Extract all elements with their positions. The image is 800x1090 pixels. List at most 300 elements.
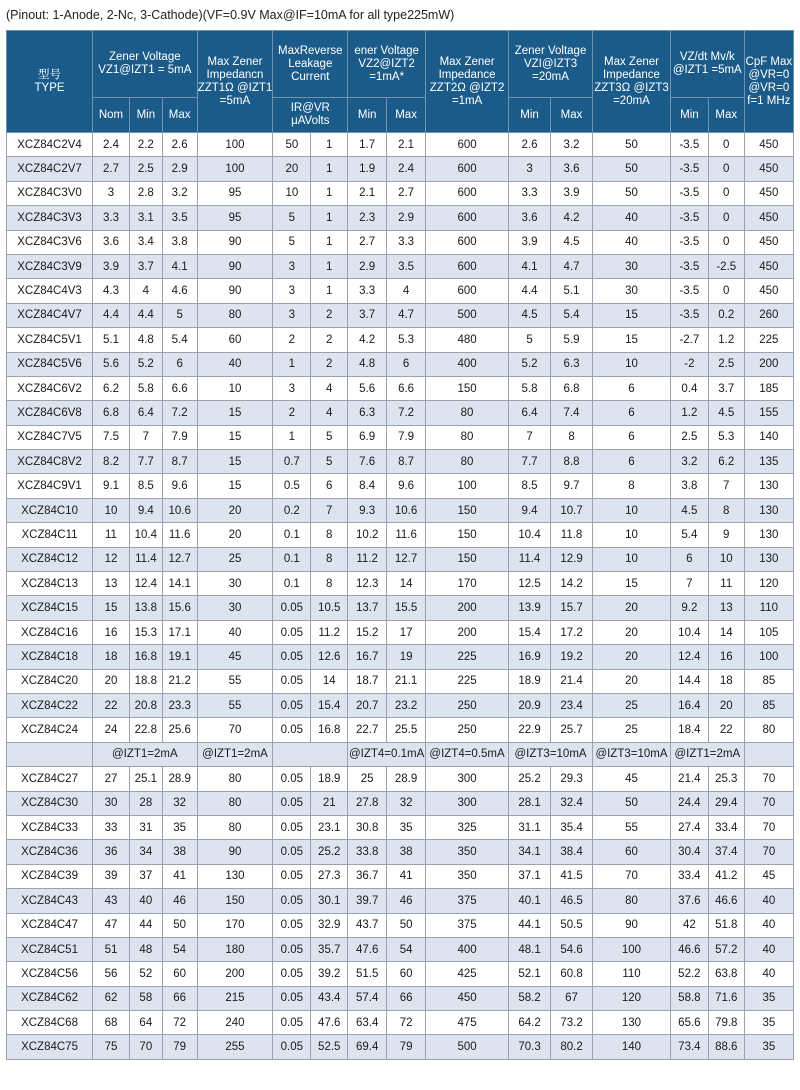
value-cell: 20 (93, 669, 130, 693)
value-cell: 30 (197, 596, 273, 620)
value-cell: 79.8 (708, 1011, 744, 1035)
value-cell: -3.5 (670, 254, 708, 278)
value-cell: 1.2 (708, 328, 744, 352)
type-cell: XCZ84C3V3 (7, 206, 93, 230)
value-cell: 21 (311, 791, 348, 815)
value-cell: 51.8 (708, 913, 744, 937)
value-cell: 30.4 (670, 840, 708, 864)
value-cell: 23.3 (162, 693, 197, 717)
value-cell: 32 (387, 791, 426, 815)
value-cell: 0 (708, 206, 744, 230)
value-cell: 46.6 (708, 889, 744, 913)
value-cell: 10 (93, 498, 130, 522)
value-cell: 8.7 (162, 450, 197, 474)
value-cell: 22.8 (129, 718, 162, 742)
value-cell: 9.2 (670, 596, 708, 620)
type-cell: XCZ84C24 (7, 718, 93, 742)
value-cell: 90 (593, 913, 671, 937)
value-cell: 9.6 (162, 474, 197, 498)
value-cell: 10 (593, 523, 671, 547)
value-cell: 0 (708, 181, 744, 205)
value-cell: 21.2 (162, 669, 197, 693)
value-cell: 18.9 (509, 669, 551, 693)
condition-cell: @IZT3=10mA (593, 742, 671, 766)
value-cell: 2.5 (670, 425, 708, 449)
value-cell: 1 (273, 352, 311, 376)
value-cell: 31.1 (509, 815, 551, 839)
value-cell: 2 (273, 328, 311, 352)
value-cell: 10.5 (311, 596, 348, 620)
type-cell: XCZ84C18 (7, 645, 93, 669)
value-cell: 120 (744, 572, 793, 596)
value-cell: 50 (593, 133, 671, 157)
value-cell: 30 (593, 279, 671, 303)
value-cell: 20.7 (348, 693, 387, 717)
value-cell: 60 (387, 962, 426, 986)
header-vz3: Zener Voltage VZI@IZT3 =20mA (509, 31, 593, 98)
value-cell: 5.3 (708, 425, 744, 449)
type-cell: XCZ84C4V7 (7, 303, 93, 327)
value-cell: 8 (593, 474, 671, 498)
value-cell: 200 (744, 352, 793, 376)
table-row (7, 401, 794, 425)
value-cell: 12.6 (311, 645, 348, 669)
value-cell: 11 (93, 523, 130, 547)
value-cell: 3.3 (509, 181, 551, 205)
value-cell: 9.1 (93, 474, 130, 498)
header-vz2-min: Min (348, 98, 387, 133)
value-cell: 7.7 (129, 450, 162, 474)
value-cell: 6.6 (387, 376, 426, 400)
value-cell: 450 (744, 157, 793, 181)
value-cell: -2.7 (670, 328, 708, 352)
value-cell: 56 (93, 962, 130, 986)
value-cell: 23.4 (551, 693, 593, 717)
value-cell: 60 (197, 328, 273, 352)
value-cell: 3.9 (93, 254, 130, 278)
value-cell: 200 (426, 620, 509, 644)
value-cell: 2.2 (129, 133, 162, 157)
table-row (7, 889, 794, 913)
value-cell: 22.7 (348, 718, 387, 742)
value-cell: 600 (426, 206, 509, 230)
value-cell: 15.4 (509, 620, 551, 644)
table-row (7, 718, 794, 742)
value-cell: 400 (426, 937, 509, 961)
value-cell: 37 (129, 864, 162, 888)
type-cell: XCZ84C75 (7, 1035, 93, 1059)
value-cell: 0.2 (273, 498, 311, 522)
value-cell: -3.5 (670, 206, 708, 230)
value-cell: 50 (387, 913, 426, 937)
table-row (7, 937, 794, 961)
value-cell: 6.3 (348, 401, 387, 425)
value-cell: 7.7 (509, 450, 551, 474)
value-cell: -3.5 (670, 181, 708, 205)
value-cell: 18 (708, 669, 744, 693)
value-cell: 4.4 (93, 303, 130, 327)
value-cell: 3.3 (387, 230, 426, 254)
value-cell: 0.4 (670, 376, 708, 400)
value-cell: 20 (593, 596, 671, 620)
value-cell: 66 (387, 986, 426, 1010)
value-cell: 70 (197, 718, 273, 742)
value-cell: 15.5 (387, 596, 426, 620)
value-cell: 8.4 (348, 474, 387, 498)
value-cell: 30 (197, 572, 273, 596)
value-cell: 4.3 (93, 279, 130, 303)
value-cell: 215 (197, 986, 273, 1010)
type-cell: XCZ84C3V9 (7, 254, 93, 278)
value-cell: 50 (162, 913, 197, 937)
value-cell: 50.5 (551, 913, 593, 937)
value-cell: 25.6 (162, 718, 197, 742)
value-cell: 35 (744, 986, 793, 1010)
type-cell: XCZ84C2V4 (7, 133, 93, 157)
value-cell: 1 (273, 425, 311, 449)
value-cell: 10 (593, 547, 671, 571)
value-cell: 70 (129, 1035, 162, 1059)
value-cell: 46.6 (670, 937, 708, 961)
value-cell: 8.8 (551, 450, 593, 474)
value-cell: 100 (593, 937, 671, 961)
value-cell: 51 (93, 937, 130, 961)
header-vz1-max: Max (162, 98, 197, 133)
value-cell: 21.4 (551, 669, 593, 693)
value-cell: 0.05 (273, 840, 311, 864)
value-cell: 38 (387, 840, 426, 864)
value-cell: 4.7 (387, 303, 426, 327)
table-row (7, 913, 794, 937)
value-cell: 180 (197, 937, 273, 961)
value-cell: 38.4 (551, 840, 593, 864)
value-cell: 90 (197, 840, 273, 864)
value-cell: 40.1 (509, 889, 551, 913)
value-cell: 0.05 (273, 791, 311, 815)
header-type: 型号 TYPE (7, 31, 93, 133)
header-vz1: Zener Voltage VZ1@IZT1 = 5mA (93, 31, 198, 98)
table-row (7, 596, 794, 620)
value-cell: 0.05 (273, 962, 311, 986)
type-cell: XCZ84C22 (7, 693, 93, 717)
value-cell: 1 (311, 157, 348, 181)
value-cell: 350 (426, 840, 509, 864)
value-cell: 65.6 (670, 1011, 708, 1035)
value-cell: 57.4 (348, 986, 387, 1010)
value-cell: 35 (387, 815, 426, 839)
value-cell: 3 (273, 279, 311, 303)
value-cell: 3.7 (708, 376, 744, 400)
value-cell: 300 (426, 767, 509, 791)
value-cell: 3 (93, 181, 130, 205)
value-cell: 5.4 (162, 328, 197, 352)
value-cell: 5 (311, 450, 348, 474)
value-cell: 13.7 (348, 596, 387, 620)
value-cell: 16 (93, 620, 130, 644)
value-cell: 54 (162, 937, 197, 961)
value-cell: 37.4 (708, 840, 744, 864)
value-cell: 1 (311, 279, 348, 303)
value-cell: 3.2 (162, 181, 197, 205)
value-cell: 4.8 (129, 328, 162, 352)
value-cell: 3.1 (129, 206, 162, 230)
type-cell: XCZ84C16 (7, 620, 93, 644)
value-cell: 19.2 (551, 645, 593, 669)
value-cell: 95 (197, 206, 273, 230)
table-row (7, 133, 794, 157)
value-cell: 170 (426, 572, 509, 596)
value-cell: 6.8 (551, 376, 593, 400)
value-cell: 4 (311, 401, 348, 425)
value-cell: 48.1 (509, 937, 551, 961)
value-cell: 150 (426, 498, 509, 522)
value-cell: 105 (744, 620, 793, 644)
value-cell: 0.5 (273, 474, 311, 498)
value-cell: 4.4 (509, 279, 551, 303)
type-cell: XCZ84C3V6 (7, 230, 93, 254)
value-cell: 46 (387, 889, 426, 913)
value-cell: 20 (273, 157, 311, 181)
value-cell: 95 (197, 181, 273, 205)
value-cell: 300 (426, 791, 509, 815)
value-cell: 19.1 (162, 645, 197, 669)
value-cell: 0.1 (273, 572, 311, 596)
value-cell: 225 (426, 669, 509, 693)
value-cell: 4.5 (670, 498, 708, 522)
table-row (7, 669, 794, 693)
value-cell: -3.5 (670, 133, 708, 157)
value-cell: 90 (197, 254, 273, 278)
value-cell: 260 (744, 303, 793, 327)
value-cell: 170 (197, 913, 273, 937)
value-cell: 3 (509, 157, 551, 181)
value-cell: 10 (593, 352, 671, 376)
type-cell: XCZ84C56 (7, 962, 93, 986)
value-cell: 3.2 (670, 450, 708, 474)
value-cell: 14 (708, 620, 744, 644)
header-vz2-max: Max (387, 98, 426, 133)
value-cell: 7.2 (162, 401, 197, 425)
value-cell: 6.9 (348, 425, 387, 449)
value-cell: 8 (311, 547, 348, 571)
value-cell: 10 (593, 498, 671, 522)
value-cell: 6 (593, 376, 671, 400)
value-cell: 1 (311, 230, 348, 254)
table-row (7, 230, 794, 254)
value-cell: 47 (93, 913, 130, 937)
value-cell: 22 (708, 718, 744, 742)
type-cell: XCZ84C12 (7, 547, 93, 571)
value-cell: 80 (593, 889, 671, 913)
value-cell: 33.8 (348, 840, 387, 864)
value-cell: 1 (311, 206, 348, 230)
table-row (7, 815, 794, 839)
value-cell: 28 (129, 791, 162, 815)
value-cell: 2.1 (387, 133, 426, 157)
value-cell: 5 (311, 425, 348, 449)
value-cell: 15 (197, 401, 273, 425)
value-cell: 7 (311, 498, 348, 522)
value-cell: 16 (708, 645, 744, 669)
value-cell: 2.5 (708, 352, 744, 376)
value-cell: 70.3 (509, 1035, 551, 1059)
value-cell: 130 (197, 864, 273, 888)
table-row (7, 572, 794, 596)
value-cell: 18.8 (129, 669, 162, 693)
value-cell: 7 (708, 474, 744, 498)
value-cell: 600 (426, 133, 509, 157)
value-cell: 66 (162, 986, 197, 1010)
value-cell: 0 (708, 157, 744, 181)
value-cell: 80 (426, 425, 509, 449)
value-cell: 39.2 (311, 962, 348, 986)
value-cell: 140 (593, 1035, 671, 1059)
value-cell: 13.9 (509, 596, 551, 620)
value-cell: 18.9 (311, 767, 348, 791)
table-row (7, 206, 794, 230)
value-cell: 480 (426, 328, 509, 352)
type-cell: XCZ84C47 (7, 913, 93, 937)
value-cell: 4.6 (162, 279, 197, 303)
type-cell: XCZ84C20 (7, 669, 93, 693)
type-cell: XCZ84C8V2 (7, 450, 93, 474)
value-cell: 42 (670, 913, 708, 937)
value-cell: 54.6 (551, 937, 593, 961)
value-cell: 19 (387, 645, 426, 669)
value-cell: 2.6 (162, 133, 197, 157)
value-cell: 2 (311, 328, 348, 352)
header-tc-min: Min (670, 98, 708, 133)
value-cell: 0.05 (273, 767, 311, 791)
type-cell: XCZ84C5V1 (7, 328, 93, 352)
value-cell: 10.6 (387, 498, 426, 522)
value-cell: 5.8 (129, 376, 162, 400)
value-cell: 7 (129, 425, 162, 449)
value-cell: 55 (197, 669, 273, 693)
value-cell: 8 (708, 498, 744, 522)
value-cell: 25.3 (708, 767, 744, 791)
type-cell: XCZ84C7V5 (7, 425, 93, 449)
value-cell: 3.8 (670, 474, 708, 498)
value-cell: 3.6 (509, 206, 551, 230)
value-cell: 6.6 (162, 376, 197, 400)
value-cell: 0.1 (273, 547, 311, 571)
value-cell: 54 (387, 937, 426, 961)
header-ir-vr: IR@VR μAVolts (273, 98, 348, 133)
value-cell: 12.7 (162, 547, 197, 571)
table-row (7, 303, 794, 327)
value-cell: 57.2 (708, 937, 744, 961)
value-cell: 10.7 (551, 498, 593, 522)
value-cell: 22 (93, 693, 130, 717)
value-cell: 12.9 (551, 547, 593, 571)
value-cell: 600 (426, 254, 509, 278)
value-cell: 5.9 (551, 328, 593, 352)
value-cell: 27.8 (348, 791, 387, 815)
value-cell: 2.9 (348, 254, 387, 278)
value-cell: 4.4 (129, 303, 162, 327)
type-cell: XCZ84C10 (7, 498, 93, 522)
header-zzt3: Max Zener Impedance ZZT3Ω @IZT3 =20mA (593, 31, 671, 133)
value-cell: 450 (744, 254, 793, 278)
type-cell: XCZ84C6V8 (7, 401, 93, 425)
value-cell: 4 (129, 279, 162, 303)
value-cell: 20 (197, 498, 273, 522)
value-cell: 14 (311, 669, 348, 693)
value-cell: 2.8 (129, 181, 162, 205)
value-cell: 6.2 (93, 376, 130, 400)
header-vz3-min: Min (509, 98, 551, 133)
value-cell: 60.8 (551, 962, 593, 986)
value-cell: 13 (93, 572, 130, 596)
value-cell: 7 (509, 425, 551, 449)
value-cell: 7 (670, 572, 708, 596)
value-cell: 1.9 (348, 157, 387, 181)
value-cell: 30 (93, 791, 130, 815)
value-cell: 80 (197, 303, 273, 327)
value-cell: 72 (387, 1011, 426, 1035)
value-cell: 5.8 (509, 376, 551, 400)
value-cell: 11.2 (348, 547, 387, 571)
value-cell: 11.4 (129, 547, 162, 571)
value-cell: 16.8 (311, 718, 348, 742)
value-cell: 350 (426, 864, 509, 888)
value-cell: 3.2 (551, 133, 593, 157)
value-cell: 37.6 (670, 889, 708, 913)
value-cell: 11.8 (551, 523, 593, 547)
value-cell: 63.8 (708, 962, 744, 986)
value-cell: 36 (93, 840, 130, 864)
value-cell: -3.5 (670, 230, 708, 254)
table-row (7, 523, 794, 547)
value-cell: 5 (273, 230, 311, 254)
value-cell: 60 (162, 962, 197, 986)
value-cell: 6 (593, 401, 671, 425)
value-cell: 50 (273, 133, 311, 157)
value-cell: 40 (744, 889, 793, 913)
value-cell: 38 (162, 840, 197, 864)
value-cell: 0.05 (273, 669, 311, 693)
value-cell: 0.05 (273, 1035, 311, 1059)
value-cell: 425 (426, 962, 509, 986)
value-cell: 20.8 (129, 693, 162, 717)
value-cell: 7.2 (387, 401, 426, 425)
type-cell: XCZ84C11 (7, 523, 93, 547)
value-cell: 500 (426, 303, 509, 327)
value-cell: 32.9 (311, 913, 348, 937)
value-cell: 150 (426, 376, 509, 400)
value-cell: 155 (744, 401, 793, 425)
value-cell: 25 (593, 693, 671, 717)
value-cell: 70 (744, 815, 793, 839)
condition-cell (273, 742, 348, 766)
value-cell: 3.6 (551, 157, 593, 181)
value-cell: 90 (197, 230, 273, 254)
value-cell: 7.6 (348, 450, 387, 474)
value-cell: 12.5 (509, 572, 551, 596)
table-row (7, 547, 794, 571)
value-cell: 4.2 (551, 206, 593, 230)
header-zzt2: Max Zener Impedance ZZT2Ω @IZT2 =1mA (426, 31, 509, 133)
value-cell: 4.5 (551, 230, 593, 254)
value-cell: 17.2 (551, 620, 593, 644)
value-cell: 4.2 (348, 328, 387, 352)
value-cell: 12.3 (348, 572, 387, 596)
value-cell: -3.5 (670, 303, 708, 327)
value-cell: 0.05 (273, 937, 311, 961)
value-cell: 15.4 (311, 693, 348, 717)
value-cell: 100 (744, 645, 793, 669)
